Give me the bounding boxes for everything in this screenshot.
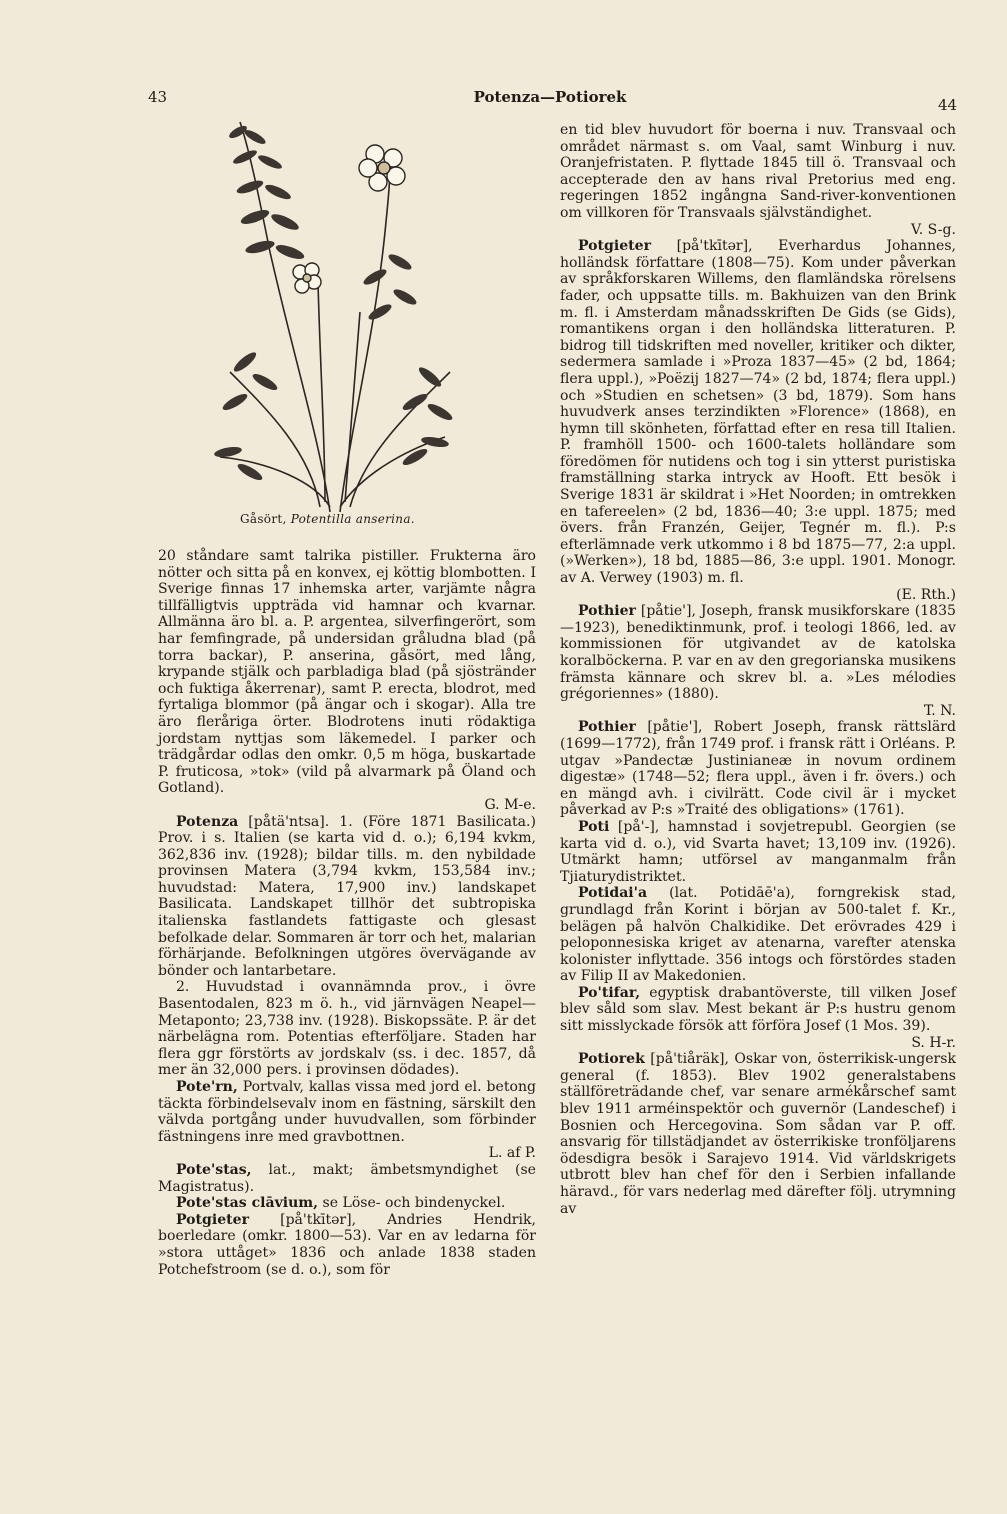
paragraph-text: 20 ståndare samt talrika pistiller. Frukterna äro nötter och sitta på en konvex, ej köttig blombotten. I Sverige finnas 17 inhemska arter, varjämte några tillfälligtvis uppträda vid hamnar och kvarnar. Allmänna äro bl. a. P. argentea, silverfingerört, som har femfingrade, på undersidan gråludna blad (på torra backar), P. anserina, gåsört, med lång, krypande stjälk och parbladiga blad (på sjöstränder och fuktiga åkerrenar), samt P. erecta, blodrot, med fyrtaliga blommor (på ängar och i skogar). Alla tre äro fleråriga örter. Blodrotens inuti rödaktiga jordstam nyttjas som läkemedel. I parker och trädgårdar odlas den omkr. 0,5 m höga, buskartade P. fruticosa, »tok» (vild på alvarmark på Öland och Gotland). [158,548,536,797]
headword: Potiorek [578,1051,645,1068]
entry-text: [på'tkītər], Andries Hendrik, boerledare (omkr. 1800—53). Var en av ledarna för »stora uttåget» 1836 och anlade 1838 staden Potchefstroom (se d. o.), som för [158,1211,536,1278]
entry-text: [på'tiåräk], Oskar von, österrikisk-ungersk general (f. 1853). Blev 1902 generalstabens ställföreträdande chef, var senare armékårschef samt blev 1911 arméinspektör och guvernör (Landeschef) i Bosnien och Hercegovina. Som sådan var P. off. ansvarig för tillstädjandet av österrikiske tronföljarens ödesdigra besök i Sarajevo 1914. Vid världskrigets utbrott blev han chef för den i Serbien infallande häravd., för vars nederlag med därefter följ. utrymning av [560,1051,956,1217]
entry-potenza [158,814,536,980]
entry-poti [560,819,956,885]
entry-text: lat., makt; ämbetsmyndighet (se Magistratus). [158,1161,536,1195]
entry-pothier-robert [560,719,956,819]
author-signature: (E. Rth.) [896,586,956,603]
author-signature: T. N. [923,702,956,719]
entry-potgieter-everhardus [560,238,956,603]
headword: Pothier [578,719,636,736]
entry-text: se Löse- och bindenyckel. [318,1195,506,1212]
entry-text: [på'tkītər], Everhardus Johannes, holländsk författare (1808—75). Kom under påverkan av språkforskaren Willems, den flamländska rörelsens fader, och uppsatte tills. m. Bakhuizen van den Brink m. fl. i Amsterdam månadsskriften De Gids (se Gids), romantikens organ i den holländska litteraturen. P. bidrog till tidskriften med noveller, kritiker och dikter, sedermera samlade i »Proza 1837—45» (2 bd, 1864; flera uppl.), »Poëzij 1827—74» (2 bd, 1874; flera uppl.) och »Studien en schetsen» (3 bd, 1879). Som hans huvudverk anses terzindikten »Florence» (1868), en hymn till skönheten, författad efter en resa till Italien. P. framhöll 1500- och 1600-talets holländare som föredömen för nutidens och tog i sin ytterst puristiska framställning starka intryck av Hooft. Ett besök i Sverige 1831 är skildrat i »Het Noorden; in omtrekken en tafereelen» (2 bd, 1836—40; 3:e uppl. 1875; med övers. från Franzén, Geijer, Tegnér m. fl.). P:s efterlämnade verk utkommo i 8 bd 1875—77, 2:a uppl. (»Werken»), 18 bd, 1885—86, 3:e uppl. 1901. Monogr. av A. Verwey (1903) m. fl. [560,238,956,587]
entry-text: Portvalv, kallas vissa med jord el. betong täckta förbindelsevalv inom en fästning, särskilt den välvda portgång under huvudvallen, som förbinder fästningens inre med gravbottnen. [158,1079,536,1145]
potentilla-continuation [158,548,536,814]
entry-text: [påtie'], Joseph, fransk musikforskare (1835—1923), benediktinmunk, prof. i teologi 1866, led. av kommissionen för utgivandet av de katolska koralböckerna. P. var en av den gregorianska musikens främsta kännare och skrev bl. a. »Les mélodies grégoriennes» (1880). [560,603,956,703]
headword: Pote'stas, [176,1161,252,1178]
entry-potiorek [560,1051,956,1217]
headword: Pote'rn, [176,1079,238,1095]
entry-text: [påtä'ntsa]. 1. (Före 1871 Basilicata.) Prov. i s. Italien (se karta vid d. o.); 6,194 kvkm, 362,836 inv. (1928); bildar tills. m. den nybildade provinsen Matera (3,794 kvkm, 153,584 inv.; huvudstad: Matera, 17,900 inv.) landskapet Basilicata. Landskapet tillhör det subtropiska italienska fastlandets fattigaste och glesast befolkade delar. Sommaren är torr och het, malarian förhärjande. Befolkningen utgöres övervägande av bönder och lantarbetare. [158,813,536,979]
entry-text: egyptisk drabantöverste, till vilken Josef blev såld som slav. Mest bekant är P:s hustru genom sitt misslyckade försök att förföra Josef (1 Mos. 39). [560,984,956,1035]
author-signature: V. S-g. [911,221,956,238]
figure-caption [240,512,460,526]
entry-potifar [560,985,956,1051]
right-column [560,122,956,1217]
author-signature: S. H-r. [911,1034,956,1051]
page-number-left: 43 [148,88,168,106]
left-column [158,548,536,1278]
entry-potern [158,1079,536,1162]
author-signature: G. M-e. [484,796,536,813]
caption-latin: Potentilla anserina. [290,512,415,526]
entry-text: en tid blev huvudort för boerna i nuv. Transvaal och området närmast s. om Vaal, samt Winburg i nuv. Oranjefristaten. P. flyttade 1845 till ö. Transvaal och accepterade den av hans rival Pretorius med eng. regeringen 1852 ingångna Sand-river-konventionen om villkoren för Transvaals självständighet. [560,122,956,221]
entry-potenza-2 [158,979,536,1079]
entry-pothier-joseph [560,603,956,719]
headword: Pothier [578,603,636,620]
author-signature: L. af P. [488,1145,536,1162]
headword: Potenza [176,813,239,830]
entry-potestas-clavium [158,1195,536,1212]
headword: Potgieter [176,1211,249,1228]
entry-potestas [158,1162,536,1195]
entry-potgieter-andries [158,1212,536,1278]
headword: Po'tifar, [578,984,641,1001]
caption-prefix: Gåsört, [240,512,291,526]
headword: Potgieter [578,238,651,255]
headword: Potidai'a [578,885,648,902]
entry-text: [påtie'], Robert Joseph, fransk rättslärd (1699—1772), från 1749 prof. i fransk rätt i Orléans. P. utgav »Pandectæ Justinianeæ in novum ordinem digestæ» (1748—52; flera uppl., även i fr. övers.) och en mängd avh. i civilrätt. Code civil är i mycket påverkad av P:s »Traité des obligations» (1761). [560,719,956,819]
headword: Pote'stas clāvium, [176,1195,319,1212]
entry-text: (lat. Potidāē'a), forngrekisk stad, grundlagd från Korint i början av 500-talet f. Kr., belägen på halvön Chalkidike. Det erövrades 429 i peloponnesiska kriget av atenarna, varefter atenska kolonister inflyttade. 356 intogs och förstördes staden av Filip II av Makedonien. [560,885,956,985]
page-number-right: 44 [938,96,958,114]
entry-text: [på'-], hamnstad i sovjetrepubl. Georgien (se karta vid d. o.), vid Svarta havet; 13,109 inv. (1926). Utmärkt hamn; utförsel av manganmalm från Tjiaturydistriktet. [560,818,956,885]
entry-text: 2. Huvudstad i ovannämnda prov., i övre Basentodalen, 823 m ö. h., vid järnvägen Neapel—Metaponto; 23,738 inv. (1928). Biskopssäte. P. är det närbelägna rom. Potentias efterföljare. Staden har flera ggr förstörts av jordskalv (ss. i dec. 1857, då mer än 32,000 pers. i provinsen dödades). [158,979,536,1079]
potentilla-anserina-illustration [200,112,470,517]
running-head: Potenza—Potiorek [473,88,627,106]
entry-potidaia [560,885,956,985]
headword: Poti [578,818,610,835]
potgieter-continuation [560,122,956,238]
